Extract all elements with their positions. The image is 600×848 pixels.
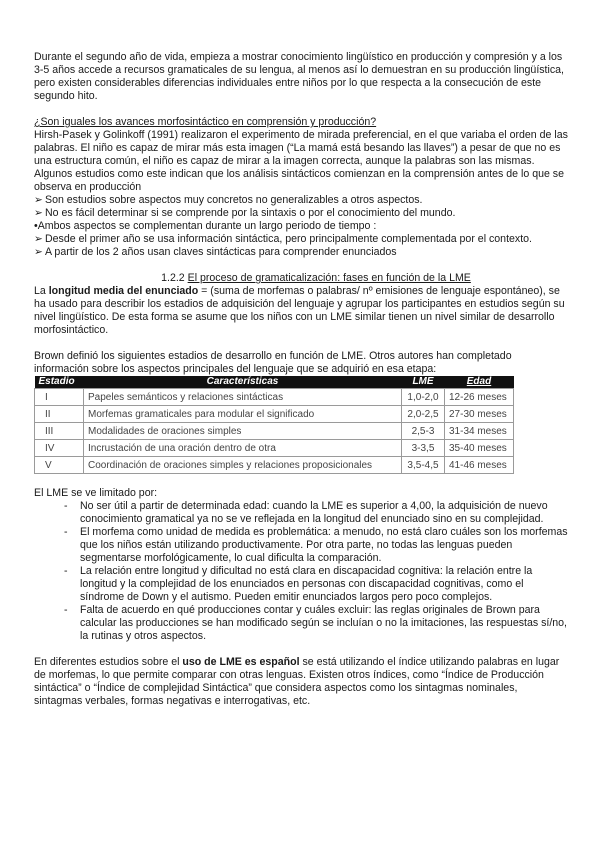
table-row: I Papeles semánticos y relaciones sintácticas 1,0-2,0 12-26 meses <box>35 389 514 406</box>
dash-bullet: - <box>64 526 68 538</box>
spacer <box>34 643 568 656</box>
list-item: - El morfema como unidad de medida es problemática: a menudo, no está claro cuáles son los morfemas que los niños están utilizando productivamente. Por otra parte, no todas las lenguas pueden segmentarse morfológicamente, lo cual dificulta la comparación. <box>64 526 568 564</box>
table-row: IV Incrustación de una oración dentro de otra 3-3,5 35-40 meses <box>35 440 514 457</box>
header-age: Edad <box>445 376 514 389</box>
spanish-lme-paragraph: En diferentes estudios sobre el uso de LME es español se está utilizando el índice utilizando palabras en lugar de morfemas, lo que permite comparar con otras lenguas. Existen otros índices, como “Índice de Producción sintáctica” o “Índice de complejidad Sintáctica” que considera aspectos como los sintagmas nominales, sintagmas verbales, formas negativas e interrogativas, etc. <box>34 656 560 707</box>
lme-term: longitud media del enunciado <box>48 285 199 297</box>
section-heading-comprehension: ¿Son iguales los avances morfosintáctico en comprensión y producción? <box>34 116 377 128</box>
list-item: - Falta de acuerdo en qué producciones contar y cuáles excluir: las reglas originales de Brown para calcular las producciones se han modificado según se incluían o no la imitaciones, las respuestas sí/no, la rutinas y otros aspectos. <box>64 604 567 642</box>
studies-paragraph: Algunos estudios como este indican que los análisis sintácticos comienzan en la comprensión antes de lo que se observa en producción <box>34 168 564 193</box>
header-characteristics: Características <box>84 376 402 389</box>
arrow-list-item: ➢ Desde el primer año se usa información sintáctica, pero principalmente complementada por el contexto. <box>34 233 532 245</box>
limits-list <box>34 500 568 643</box>
spacer <box>34 474 568 487</box>
complement-paragraph: •Ambos aspectos se complementan durante un largo periodo de tiempo : <box>34 220 377 232</box>
spanish-lme-term: uso de LME es español <box>182 656 300 668</box>
spacer <box>34 259 568 272</box>
stages-table <box>34 376 514 474</box>
limits-intro: El LME se ve limitado por: <box>34 487 158 499</box>
arrow-bullet-icon: ➢ <box>34 246 43 258</box>
table-row: II Morfemas gramaticales para modular el significado 2,0-2,5 27-30 meses <box>35 406 514 423</box>
brown-paragraph: Brown definió los siguientes estadios de desarrollo en función de LME. Otros autores han completado información sobre los aspectos principales del lenguaje que se adquirió en esa etapa: <box>34 350 512 375</box>
table-header-row <box>35 376 514 389</box>
spacer <box>34 337 568 350</box>
header-stage: Estadio <box>35 376 84 389</box>
list-item: - No ser útil a partir de determinada edad: cuando la LME es superior a 4,00, la adquisición de nuevo conocimiento gramatical ya no se ve reflejada en la longitud del enunciado sino en su complejidad. <box>64 500 548 525</box>
table-row: V Coordinación de oraciones simples y relaciones proposicionales 3,5-4,5 41-46 meses <box>35 457 514 474</box>
experiment-paragraph: Hirsh-Pasek y Golinkoff (1991) realizaron el experimento de mirada preferencial, en el que variaba el orden de las palabras. El niño es capaz de mirar más esta imagen (“La mamá está besando las llaves”) a pesar de que no es una estructura común, el niño es capaz de mirar a la imagen correcta, aunque la palabras son las mismas. <box>34 129 568 167</box>
spacer <box>34 103 568 116</box>
dash-bullet: - <box>64 500 68 512</box>
section-heading-gramaticalizacion: 1.2.2 El proceso de gramaticalización: fases en función de la LME <box>161 272 471 284</box>
intro-paragraph: Durante el segundo año de vida, empieza a mostrar conocimiento lingüístico en producción y compresión y a los 3-5 años accede a recursos gramaticales de su lengua, al menos así lo demuestran en su producción lingüística, pero existen considerables diferencias individuales entre niños por lo que respecta a la consecución de este segundo hito. <box>34 51 564 102</box>
arrow-bullet-icon: ➢ <box>34 207 43 219</box>
dash-bullet: - <box>64 604 68 616</box>
list-item: - La relación entre longitud y dificultad no está clara en discapacidad cognitiva: la relación entre la longitud y la complejidad de los enunciados en personas con discapacidad cognitivas, como el síndrome de Down y el autismo. Pueden emitir enunciados largos pero poco complejos. <box>64 565 533 603</box>
header-lme: LME <box>402 376 445 389</box>
dash-bullet: - <box>64 565 68 577</box>
arrow-list-item: ➢ No es fácil determinar si se comprende por la sintaxis o por el conocimiento del mundo. <box>34 207 456 219</box>
table-row: III Modalidades de oraciones simples 2,5-3 31-34 meses <box>35 423 514 440</box>
document-body <box>34 51 568 708</box>
arrow-bullet-icon: ➢ <box>34 194 43 206</box>
arrow-list-item: ➢ A partir de los 2 años usan claves sintácticas para comprender enunciados <box>34 246 397 258</box>
arrow-bullet-icon: ➢ <box>34 233 43 245</box>
lme-definition-paragraph: La longitud media del enunciado = (suma de morfemas o palabras/ nº emisiones de lenguaje espontáneo), se ha usado para describir los estadios de adquisición del lenguaje y agrupar los participantes en estudios según su nivel lingüístico. De esta forma se asume que los niños con un LME similar tienen un nivel similar de desarrollo morfosintáctico. <box>34 285 565 336</box>
arrow-list-item: ➢ Son estudios sobre aspectos muy concretos no generalizables a otros aspectos. <box>34 194 423 206</box>
